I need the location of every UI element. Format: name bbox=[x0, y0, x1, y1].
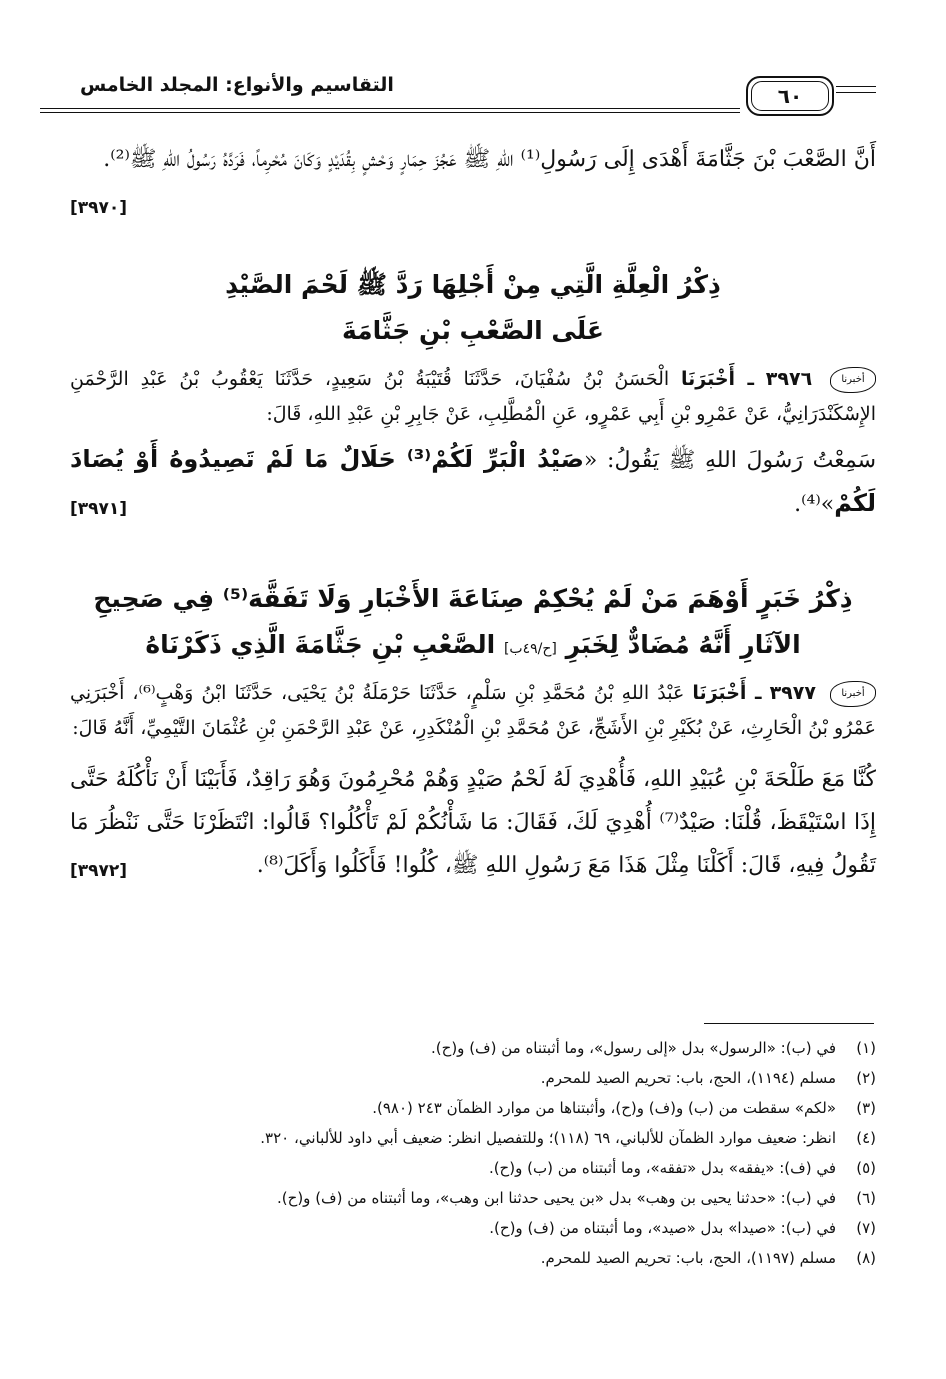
footnote-number: (٦) bbox=[856, 1189, 876, 1207]
footnote-text: في (ب): «صيدا» بدل «صيد»، وما أثبتناه من (ف) و(ح). bbox=[489, 1219, 836, 1237]
footnote bbox=[70, 1064, 876, 1092]
chapter-heading-2-line2 bbox=[70, 622, 876, 672]
hadith-number: ٣٩٧٦ bbox=[765, 368, 813, 390]
footnote-text: مسلم (١١٩٧)، الحج، باب: تحريم الصيد للمحرم. bbox=[540, 1249, 836, 1267]
akhbarana-label: ـ أَخْبَرَنَا bbox=[681, 368, 754, 390]
footnote-text: مسلم (١١٩٤)، الحج، باب: تحريم الصيد للمحرم. bbox=[540, 1069, 836, 1087]
running-header bbox=[40, 66, 876, 120]
footnote-text: في (ف): «يفقه» بدل «تفقه»، وما أثبتناه من (ب) و(ح). bbox=[488, 1159, 836, 1177]
footnote bbox=[70, 1124, 876, 1152]
chapter-heading-1-line1: ذِكْرُ الْعِلَّةِ الَّتِي مِنْ أَجْلِهَا رَدَّ ﷺ لَحْمَ الصَّيْدِ bbox=[225, 270, 721, 299]
footnote-separator bbox=[704, 1023, 874, 1024]
footnote-number: (٨) bbox=[856, 1249, 876, 1267]
hadith-isnad: الْحَسَنُ بْنُ سُفْيَانَ، حَدَّثَنَا قُتَيْبَةُ بْنُ سَعِيدٍ، حَدَّثَنَا يَعْقُوبُ بْنُ عَبْدِ الرَّحْمَنِ الإِسْكَنْدَرَانِيُّ، عَنْ عَمْرِو بْنِ أَبِي عَمْرٍو، عَنِ الْمُطَّلِبِ، عَنْ جَابِرِ بْنِ عَبْدِ اللهِ، قَالَ: bbox=[70, 368, 876, 425]
header-rule bbox=[40, 108, 740, 109]
chapter-heading-2 bbox=[70, 576, 876, 672]
chapter-heading-1-line2: عَلَى الصَّعْبِ بْنِ جَثَّامَةَ bbox=[342, 316, 604, 345]
footnote-text: «لكم» سقطت من (ب) و(ف) و(ح)، وأثبتناها من موارد الظمآن ٢٤٣ (٩٨٠). bbox=[372, 1099, 836, 1117]
opening-paragraph-text: أَنَّ الصَّعْبَ بْنَ جَثَّامَةَ أَهْدَى إِلَى رَسُولِ⁽¹⁾ اللهِ ﷺ عَجُزَ حِمَارٍ وَحْشٍ بِقُدَيْدٍ وَكَانَ مُحْرِماً، فَرَدَّهُ رَسُولُ اللهِ ﷺ⁽²⁾. bbox=[103, 147, 876, 172]
footnotes bbox=[70, 1034, 876, 1274]
chapter-heading-1 bbox=[70, 262, 876, 354]
hadith-ref-3970: [٣٩٧٠] bbox=[70, 198, 128, 218]
akhbarana-ornament-icon: أخبرنا bbox=[830, 681, 876, 707]
header-rule-double bbox=[40, 112, 740, 113]
hadith-matn: كُنَّا مَعَ طَلْحَةَ بْنِ عُبَيْدِ اللهِ، فَأُهْدِيَ لَهُ لَحْمُ صَيْدٍ وَهُمْ مُحْرِمُونَ وَهُوَ رَاقِدٌ، فَأَبَيْنَا أَنْ نَأْكُلَهُ حَتَّى إِذَا اسْتَيْقَظَ، قُلْنَا: صَيْدٌ⁽⁷⁾ أُهْدِيَ لَكَ، فَقَالَ: مَا شَأْنُكُمْ لَمْ تَأْكُلُوا؟ قَالُوا: انْتَظَرْنَا حَتَّى نَنْظُرَ مَا تَقُولُ فِيهِ، قَالَ: أَكَلْنَا مِثْلَ هَذَا مَعَ رَسُولِ اللهِ ﷺ، كُلُوا! فَأَكَلُوا وَأَكَلَ⁽⁸⁾. bbox=[70, 767, 876, 878]
footnote bbox=[70, 1034, 876, 1062]
hadith-matn-quote: صَيْدُ الْبَرِّ لَكُمْ⁽³⁾ حَلَالٌ مَا لَمْ تَصِيدُوهُ أَوْ يُصَادَ لَكُمْ bbox=[70, 445, 876, 517]
footnote-text: في (ب): «حدثنا يحيى بن وهب» بدل «بن يحيى حدثنا ابن وهب»، وما أثبتناه من (ف) و(ح). bbox=[277, 1189, 836, 1207]
akhbarana-ornament-icon: أخبرنا bbox=[830, 367, 876, 393]
manuscript-marker: [ح/٤٩ب] bbox=[503, 641, 557, 657]
chapter-heading-2-line1: ذِكْرُ خَبَرٍ أَوْهَمَ مَنْ لَمْ يُحْكِمْ صِنَاعَةَ الأَخْبَارِ وَلَا تَفَقَّهَ⁽⁵⁾ فِي صَحِيحِ bbox=[93, 584, 853, 613]
page-number: ٦٠ bbox=[751, 81, 829, 111]
footnote bbox=[70, 1214, 876, 1242]
chapter-heading-2-part-a: الآثَارِ أَنَّهُ مُضَادٌّ لِخَبَرِ bbox=[565, 630, 801, 659]
footnote-number: (٢) bbox=[856, 1069, 876, 1087]
page-number-frame bbox=[746, 76, 834, 116]
hadith-number: ٣٩٧٧ bbox=[769, 682, 816, 704]
akhbarana-label: ـ أَخْبَرَنَا bbox=[692, 682, 762, 704]
hadith-ref-3972: [٣٩٧٢] bbox=[70, 861, 128, 881]
footnote-number: (٤) bbox=[856, 1129, 876, 1147]
hadith-isnad: عَبْدُ اللهِ بْنُ مُحَمَّدِ بْنِ سَلْمٍ، حَدَّثَنَا حَرْمَلَةُ بْنُ يَحْيَى، حَدَّثَنَا ابْنُ وَهْبٍ⁽⁶⁾، أَخْبَرَنِي عَمْرُو بْنُ الْحَارِثِ، عَنْ بُكَيْرِ بْنِ الأَشَجِّ، عَنْ مُحَمَّدِ بْنِ الْمُنْكَدِرِ، عَنْ عَبْدِ الرَّحْمَنِ بْنِ عُثْمَانَ التَّيْمِيِّ، أَنَّهُ قَالَ: bbox=[70, 682, 876, 739]
hadith-matn-end: »⁽⁴⁾. bbox=[794, 492, 835, 517]
chapter-heading-2-part-b: الصَّعْبِ بْنِ جَثَّامَةَ الَّذِي ذَكَرْنَاهُ bbox=[145, 630, 496, 659]
header-title: التقاسيم والأنواع: المجلد الخامس bbox=[80, 74, 394, 96]
footnote bbox=[70, 1244, 876, 1272]
footnote-text: انظر: ضعيف موارد الظمآن للألباني، ٦٩ (١١٨)؛ وللتفصيل انظر: ضعيف أبي داود للألباني، ٣٢٠. bbox=[260, 1129, 836, 1147]
footnote-number: (٧) bbox=[856, 1219, 876, 1237]
hadith-matn-intro: سَمِعْتُ رَسُولَ اللهِ ﷺ يَقُولُ: « bbox=[583, 448, 877, 473]
footnote bbox=[70, 1184, 876, 1212]
footnote-number: (٥) bbox=[856, 1159, 876, 1177]
footnote-text: في (ب): «الرسول» بدل «إلى رسول»، وما أثبتناه من (ف) و(ح). bbox=[431, 1039, 836, 1057]
hadith-3976 bbox=[70, 362, 876, 531]
footnote bbox=[70, 1094, 876, 1122]
footnote-number: (٣) bbox=[856, 1099, 876, 1117]
header-rule-right bbox=[836, 86, 876, 93]
footnote bbox=[70, 1154, 876, 1182]
hadith-ref-3971: [٣٩٧١] bbox=[70, 499, 128, 519]
footnote-number: (١) bbox=[856, 1039, 876, 1057]
opening-paragraph bbox=[70, 138, 876, 230]
hadith-3977 bbox=[70, 676, 876, 893]
